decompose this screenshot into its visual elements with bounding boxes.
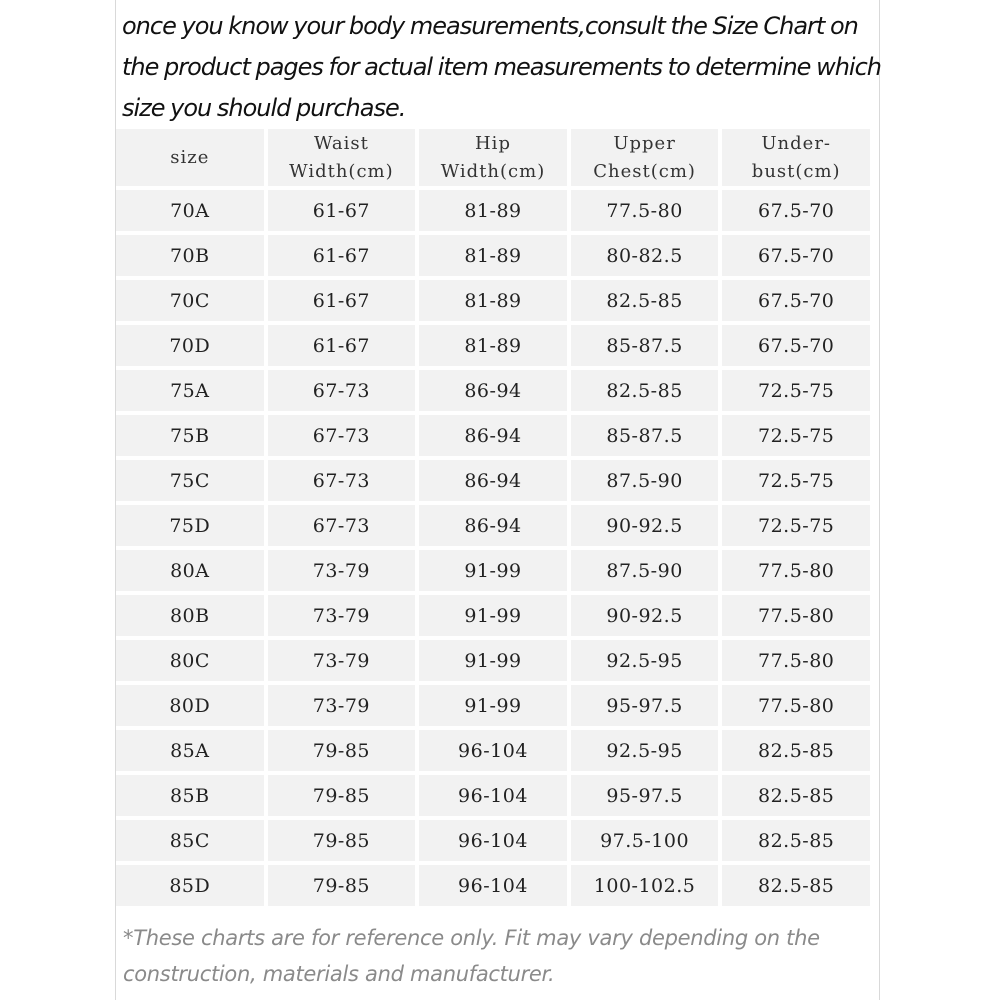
cell-upper-chest: 100-102.5 xyxy=(571,865,719,906)
cell-hip-width: 81-89 xyxy=(419,280,567,321)
cell-underbust: 77.5-80 xyxy=(722,595,870,636)
header-underbust xyxy=(722,129,870,186)
size-chart-table xyxy=(112,125,874,910)
table-row xyxy=(116,550,870,591)
cell-upper-chest: 87.5-90 xyxy=(571,460,719,501)
cell-waist-width: 79-85 xyxy=(268,865,416,906)
cell-underbust: 77.5-80 xyxy=(722,685,870,726)
cell-underbust: 67.5-70 xyxy=(722,325,870,366)
cell-upper-chest: 95-97.5 xyxy=(571,685,719,726)
cell-underbust: 72.5-75 xyxy=(722,370,870,411)
cell-hip-width: 96-104 xyxy=(419,730,567,771)
cell-hip-width: 91-99 xyxy=(419,595,567,636)
cell-size: 85B xyxy=(116,775,264,816)
table-header xyxy=(116,129,870,186)
cell-hip-width: 91-99 xyxy=(419,550,567,591)
cell-size: 75D xyxy=(116,505,264,546)
intro-text: once you know your body measurements,consult the Size Chart on the product pages for actual item measurements to determine which size you should purchase. xyxy=(122,12,881,122)
cell-size: 85A xyxy=(116,730,264,771)
cell-underbust: 82.5-85 xyxy=(722,865,870,906)
cell-hip-width: 81-89 xyxy=(419,190,567,231)
cell-underbust: 72.5-75 xyxy=(722,415,870,456)
header-upper-chest xyxy=(571,129,719,186)
cell-underbust: 77.5-80 xyxy=(722,640,870,681)
table-row xyxy=(116,460,870,501)
cell-waist-width: 61-67 xyxy=(268,190,416,231)
cell-hip-width: 96-104 xyxy=(419,820,567,861)
cell-underbust: 82.5-85 xyxy=(722,730,870,771)
cell-hip-width: 91-99 xyxy=(419,640,567,681)
cell-upper-chest: 82.5-85 xyxy=(571,370,719,411)
cell-size: 75B xyxy=(116,415,264,456)
cell-size: 85C xyxy=(116,820,264,861)
table-row xyxy=(116,370,870,411)
cell-waist-width: 67-73 xyxy=(268,370,416,411)
table-row xyxy=(116,235,870,276)
cell-upper-chest: 92.5-95 xyxy=(571,730,719,771)
cell-upper-chest: 85-87.5 xyxy=(571,325,719,366)
header-row xyxy=(116,129,870,186)
header-waist-width xyxy=(268,129,416,186)
cell-upper-chest: 97.5-100 xyxy=(571,820,719,861)
cell-size: 70B xyxy=(116,235,264,276)
cell-waist-width: 67-73 xyxy=(268,505,416,546)
cell-upper-chest: 85-87.5 xyxy=(571,415,719,456)
footnote-disclaimer: *These charts are for reference only. Fit may vary depending on the construction, materials and manufacturer. xyxy=(123,926,820,986)
cell-waist-width: 79-85 xyxy=(268,820,416,861)
header-hip-width xyxy=(419,129,567,186)
cell-upper-chest: 77.5-80 xyxy=(571,190,719,231)
cell-underbust: 72.5-75 xyxy=(722,505,870,546)
cell-underbust: 67.5-70 xyxy=(722,235,870,276)
cell-hip-width: 86-94 xyxy=(419,460,567,501)
header-size-line-1: size xyxy=(170,146,210,168)
cell-size: 75A xyxy=(116,370,264,411)
table-row xyxy=(116,325,870,366)
cell-upper-chest: 95-97.5 xyxy=(571,775,719,816)
header-upper-line-2: Chest(cm) xyxy=(593,160,696,182)
cell-size: 75C xyxy=(116,460,264,501)
cell-underbust: 67.5-70 xyxy=(722,280,870,321)
header-hip-line-1: Hip xyxy=(474,132,511,154)
cell-hip-width: 86-94 xyxy=(419,505,567,546)
cell-waist-width: 79-85 xyxy=(268,775,416,816)
cell-waist-width: 73-79 xyxy=(268,550,416,591)
table-row xyxy=(116,415,870,456)
cell-hip-width: 91-99 xyxy=(419,685,567,726)
cell-upper-chest: 92.5-95 xyxy=(571,640,719,681)
cell-underbust: 67.5-70 xyxy=(722,190,870,231)
cell-size: 70C xyxy=(116,280,264,321)
header-waist-line-1: Waist xyxy=(313,132,369,154)
table-row xyxy=(116,685,870,726)
cell-waist-width: 61-67 xyxy=(268,235,416,276)
table-row xyxy=(116,505,870,546)
cell-upper-chest: 90-92.5 xyxy=(571,505,719,546)
cell-waist-width: 73-79 xyxy=(268,595,416,636)
table-body xyxy=(116,190,870,906)
header-hip-line-2: Width(cm) xyxy=(440,160,546,182)
cell-upper-chest: 82.5-85 xyxy=(571,280,719,321)
cell-size: 80D xyxy=(116,685,264,726)
cell-size: 70A xyxy=(116,190,264,231)
cell-size: 80C xyxy=(116,640,264,681)
cell-waist-width: 73-79 xyxy=(268,640,416,681)
table-row xyxy=(116,190,870,231)
cell-upper-chest: 87.5-90 xyxy=(571,550,719,591)
cell-waist-width: 73-79 xyxy=(268,685,416,726)
header-under-line-2: bust(cm) xyxy=(751,160,841,182)
cell-waist-width: 67-73 xyxy=(268,415,416,456)
cell-upper-chest: 90-92.5 xyxy=(571,595,719,636)
cell-underbust: 77.5-80 xyxy=(722,550,870,591)
table-row xyxy=(116,595,870,636)
table-row xyxy=(116,820,870,861)
cell-upper-chest: 80-82.5 xyxy=(571,235,719,276)
cell-waist-width: 67-73 xyxy=(268,460,416,501)
cell-underbust: 72.5-75 xyxy=(722,460,870,501)
cell-size: 80B xyxy=(116,595,264,636)
table-row xyxy=(116,640,870,681)
cell-waist-width: 61-67 xyxy=(268,280,416,321)
cell-size: 85D xyxy=(116,865,264,906)
header-size xyxy=(116,129,264,186)
cell-hip-width: 81-89 xyxy=(419,235,567,276)
table-row xyxy=(116,730,870,771)
cell-size: 70D xyxy=(116,325,264,366)
cell-size: 80A xyxy=(116,550,264,591)
header-upper-line-1: Upper xyxy=(613,132,676,154)
cell-waist-width: 79-85 xyxy=(268,730,416,771)
header-waist-line-2: Width(cm) xyxy=(289,160,394,182)
header-under-line-1: Under- xyxy=(761,132,831,154)
cell-underbust: 82.5-85 xyxy=(722,775,870,816)
table-row xyxy=(116,865,870,906)
cell-hip-width: 96-104 xyxy=(419,865,567,906)
cell-hip-width: 86-94 xyxy=(419,370,567,411)
cell-underbust: 82.5-85 xyxy=(722,820,870,861)
cell-hip-width: 86-94 xyxy=(419,415,567,456)
cell-hip-width: 81-89 xyxy=(419,325,567,366)
table-row xyxy=(116,775,870,816)
cell-hip-width: 96-104 xyxy=(419,775,567,816)
cell-waist-width: 61-67 xyxy=(268,325,416,366)
table-row xyxy=(116,280,870,321)
